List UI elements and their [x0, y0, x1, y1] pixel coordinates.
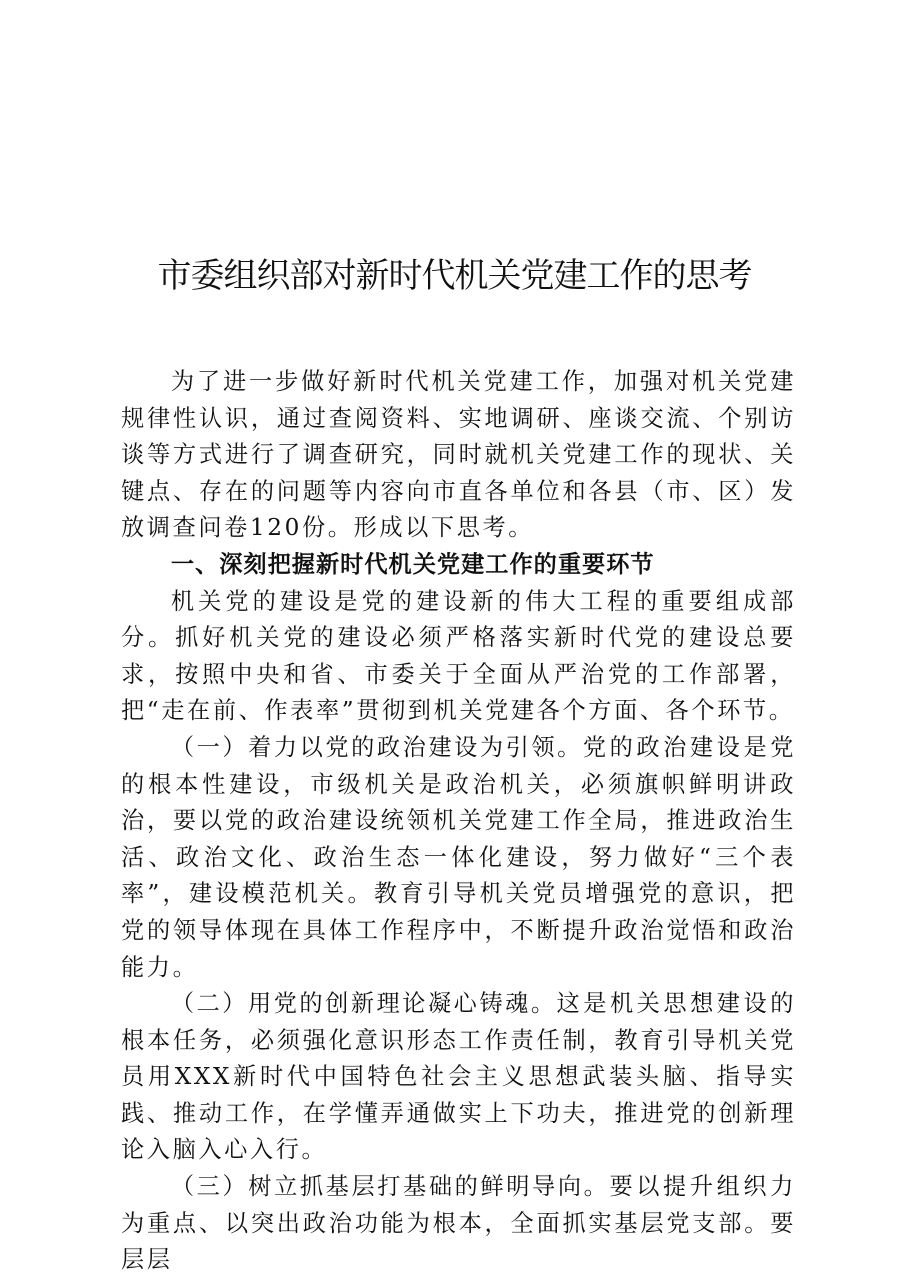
- item-2-lead: （二）用党的创新理论凝心铸魂。: [170, 990, 557, 1018]
- item-3-text: 要以提升组织力为重点、以突出政治功能为根本，全面抓实基层党支部。要层层: [121, 1173, 797, 1274]
- section-1-paragraph: 机关党的建设是党的建设新的伟大工程的重要组成部分。抓好机关党的建设必须严格落实新时代党的建设总要求，按照中央和省、市委关于全面从严治党的工作部署，把“走在前、作表率”贯彻到机关党建各个方面、各个环节。: [121, 587, 796, 725]
- item-3-lead: （三）树立抓基层打基础的鲜明导向。: [170, 1173, 610, 1201]
- item-1-text: 党的政治建设是党的根本性建设，市级机关是政治机关，必须旗帜鲜明讲政治，要以党的政治建设统领机关党建工作全局，推进政治生活、政治文化、政治生态一体化建设，努力做好“三个表率”，建设模范机关。教育引导机关党员增强党的意识，把党的领导体现在具体工作程序中，不断提升政治觉悟和政治能力。: [121, 733, 796, 981]
- document-body: [121, 364, 796, 1279]
- item-2-text: 这是机关思想建设的根本任务，必须强化意识形态工作责任制，教育引导机关党员用XXX新时代中国特色社会主义思想武装头脑、指导实践、推动工作，在学懂弄通做实上下功夫，推进党的创新理论入脑入心入行。: [121, 990, 796, 1164]
- item-2-paragraph: [121, 986, 796, 1169]
- document-title: 市委组织部对新时代机关党建工作的思考: [157, 256, 752, 296]
- item-1-lead: （一）着力以党的政治建设为引领。: [170, 733, 583, 761]
- section-1-heading: 一、深刻把握新时代机关党建工作的重要环节: [170, 550, 655, 578]
- intro-paragraph: 为了进一步做好新时代机关党建工作，加强对机关党建规律性认识，通过查阅资料、实地调研、座谈交流、个别访谈等方式进行了调查研究，同时就机关党建工作的现状、关键点、存在的问题等内容向市直各单位和各县（市、区）发放调查问卷120份。形成以下思考。: [121, 368, 796, 542]
- item-1-paragraph: [121, 730, 796, 986]
- item-3-paragraph: [121, 1169, 796, 1279]
